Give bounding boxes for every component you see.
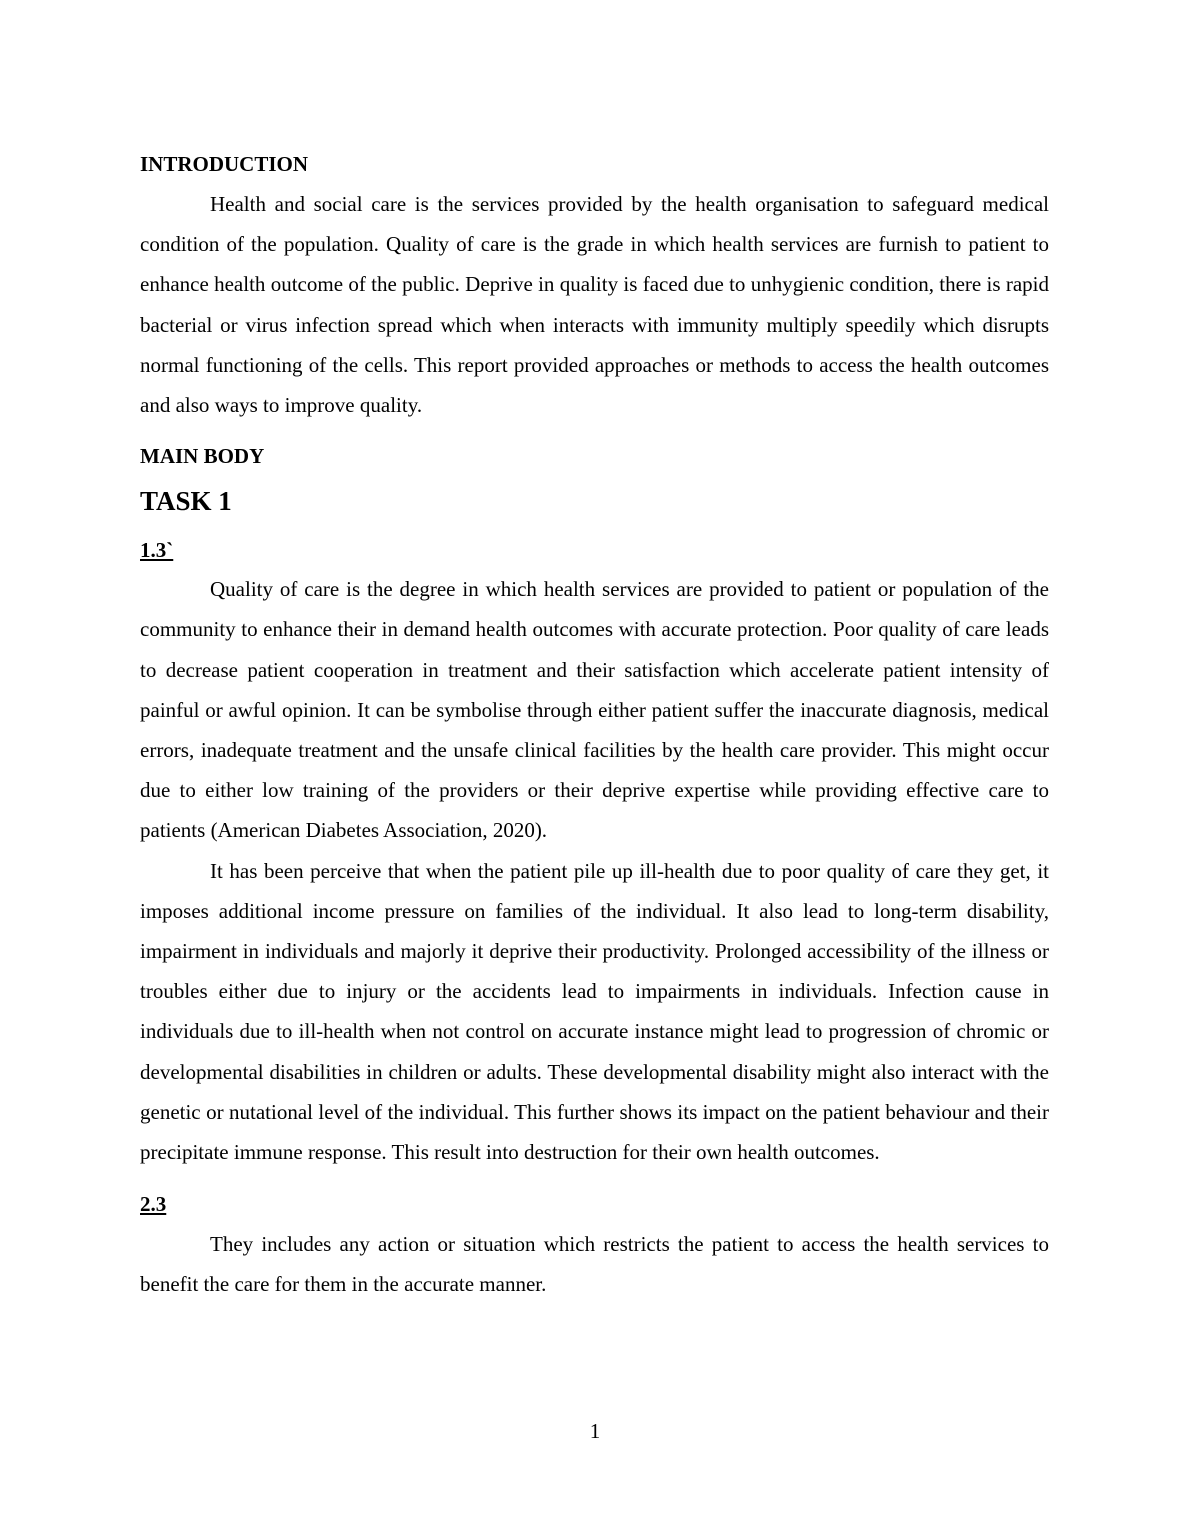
section-1-3-paragraph-1: Quality of care is the degree in which health services are provided to patient or population of the community to enhance their in demand health outcomes with accurate protection. Poor quality of care leads to decrease patient cooperation in treatment and their satisfaction which accelerate patient intensity of painful or awful opinion. It can be symbolise through either patient suffer the inaccurate diagnosis, medical errors, inadequate treatment and the unsafe clinical facilities by the health care provider. This might occur due to either low training of the providers or their deprive expertise while providing effective care to patients (American Diabetes Association, 2020). — [140, 577, 1049, 843]
document-page — [140, 146, 1049, 1305]
introduction-heading: INTRODUCTION — [140, 152, 309, 176]
section-2-3-paragraph-1: They includes any action or situation which restricts the patient to access the health services to benefit the care for them in the accurate manner. — [140, 1232, 1049, 1297]
introduction-paragraph: Health and social care is the services provided by the health organisation to safeguard medical condition of the population. Quality of care is the grade in which health services are furnish to patient to enhance health outcome of the public. Deprive in quality is faced due to unhygienic condition, there is rapid bacterial or virus infection spread which when interacts with immunity multiply speedily which disrupts normal functioning of the cells. This report provided approaches or methods to access the health outcomes and also ways to improve quality. — [140, 192, 1049, 418]
section-1-3-heading: 1.3` — [140, 538, 174, 563]
section-2-3-heading: 2.3 — [140, 1192, 167, 1217]
page-number: 1 — [589, 1419, 601, 1443]
section-1-3-paragraph-2: It has been perceive that when the patient pile up ill-health due to poor quality of care they get, it imposes additional income pressure on families of the individual. It also lead to long-term disability, impairment in individuals and majorly it deprive their productivity. Prolonged accessibility of the illness or troubles either due to injury or the accidents lead to impairments in individuals. Infection cause in individuals due to ill-health when not control on accurate instance might lead to progression of chromic or developmental disabilities in children or adults. These developmental disability might also interact with the genetic or nutational level of the individual. This further shows its impact on the patient behaviour and their precipitate immune response. This result into destruction for their own health outcomes. — [140, 858, 1049, 1165]
main-body-heading: MAIN BODY — [140, 444, 265, 469]
task-heading: TASK 1 — [140, 486, 232, 517]
